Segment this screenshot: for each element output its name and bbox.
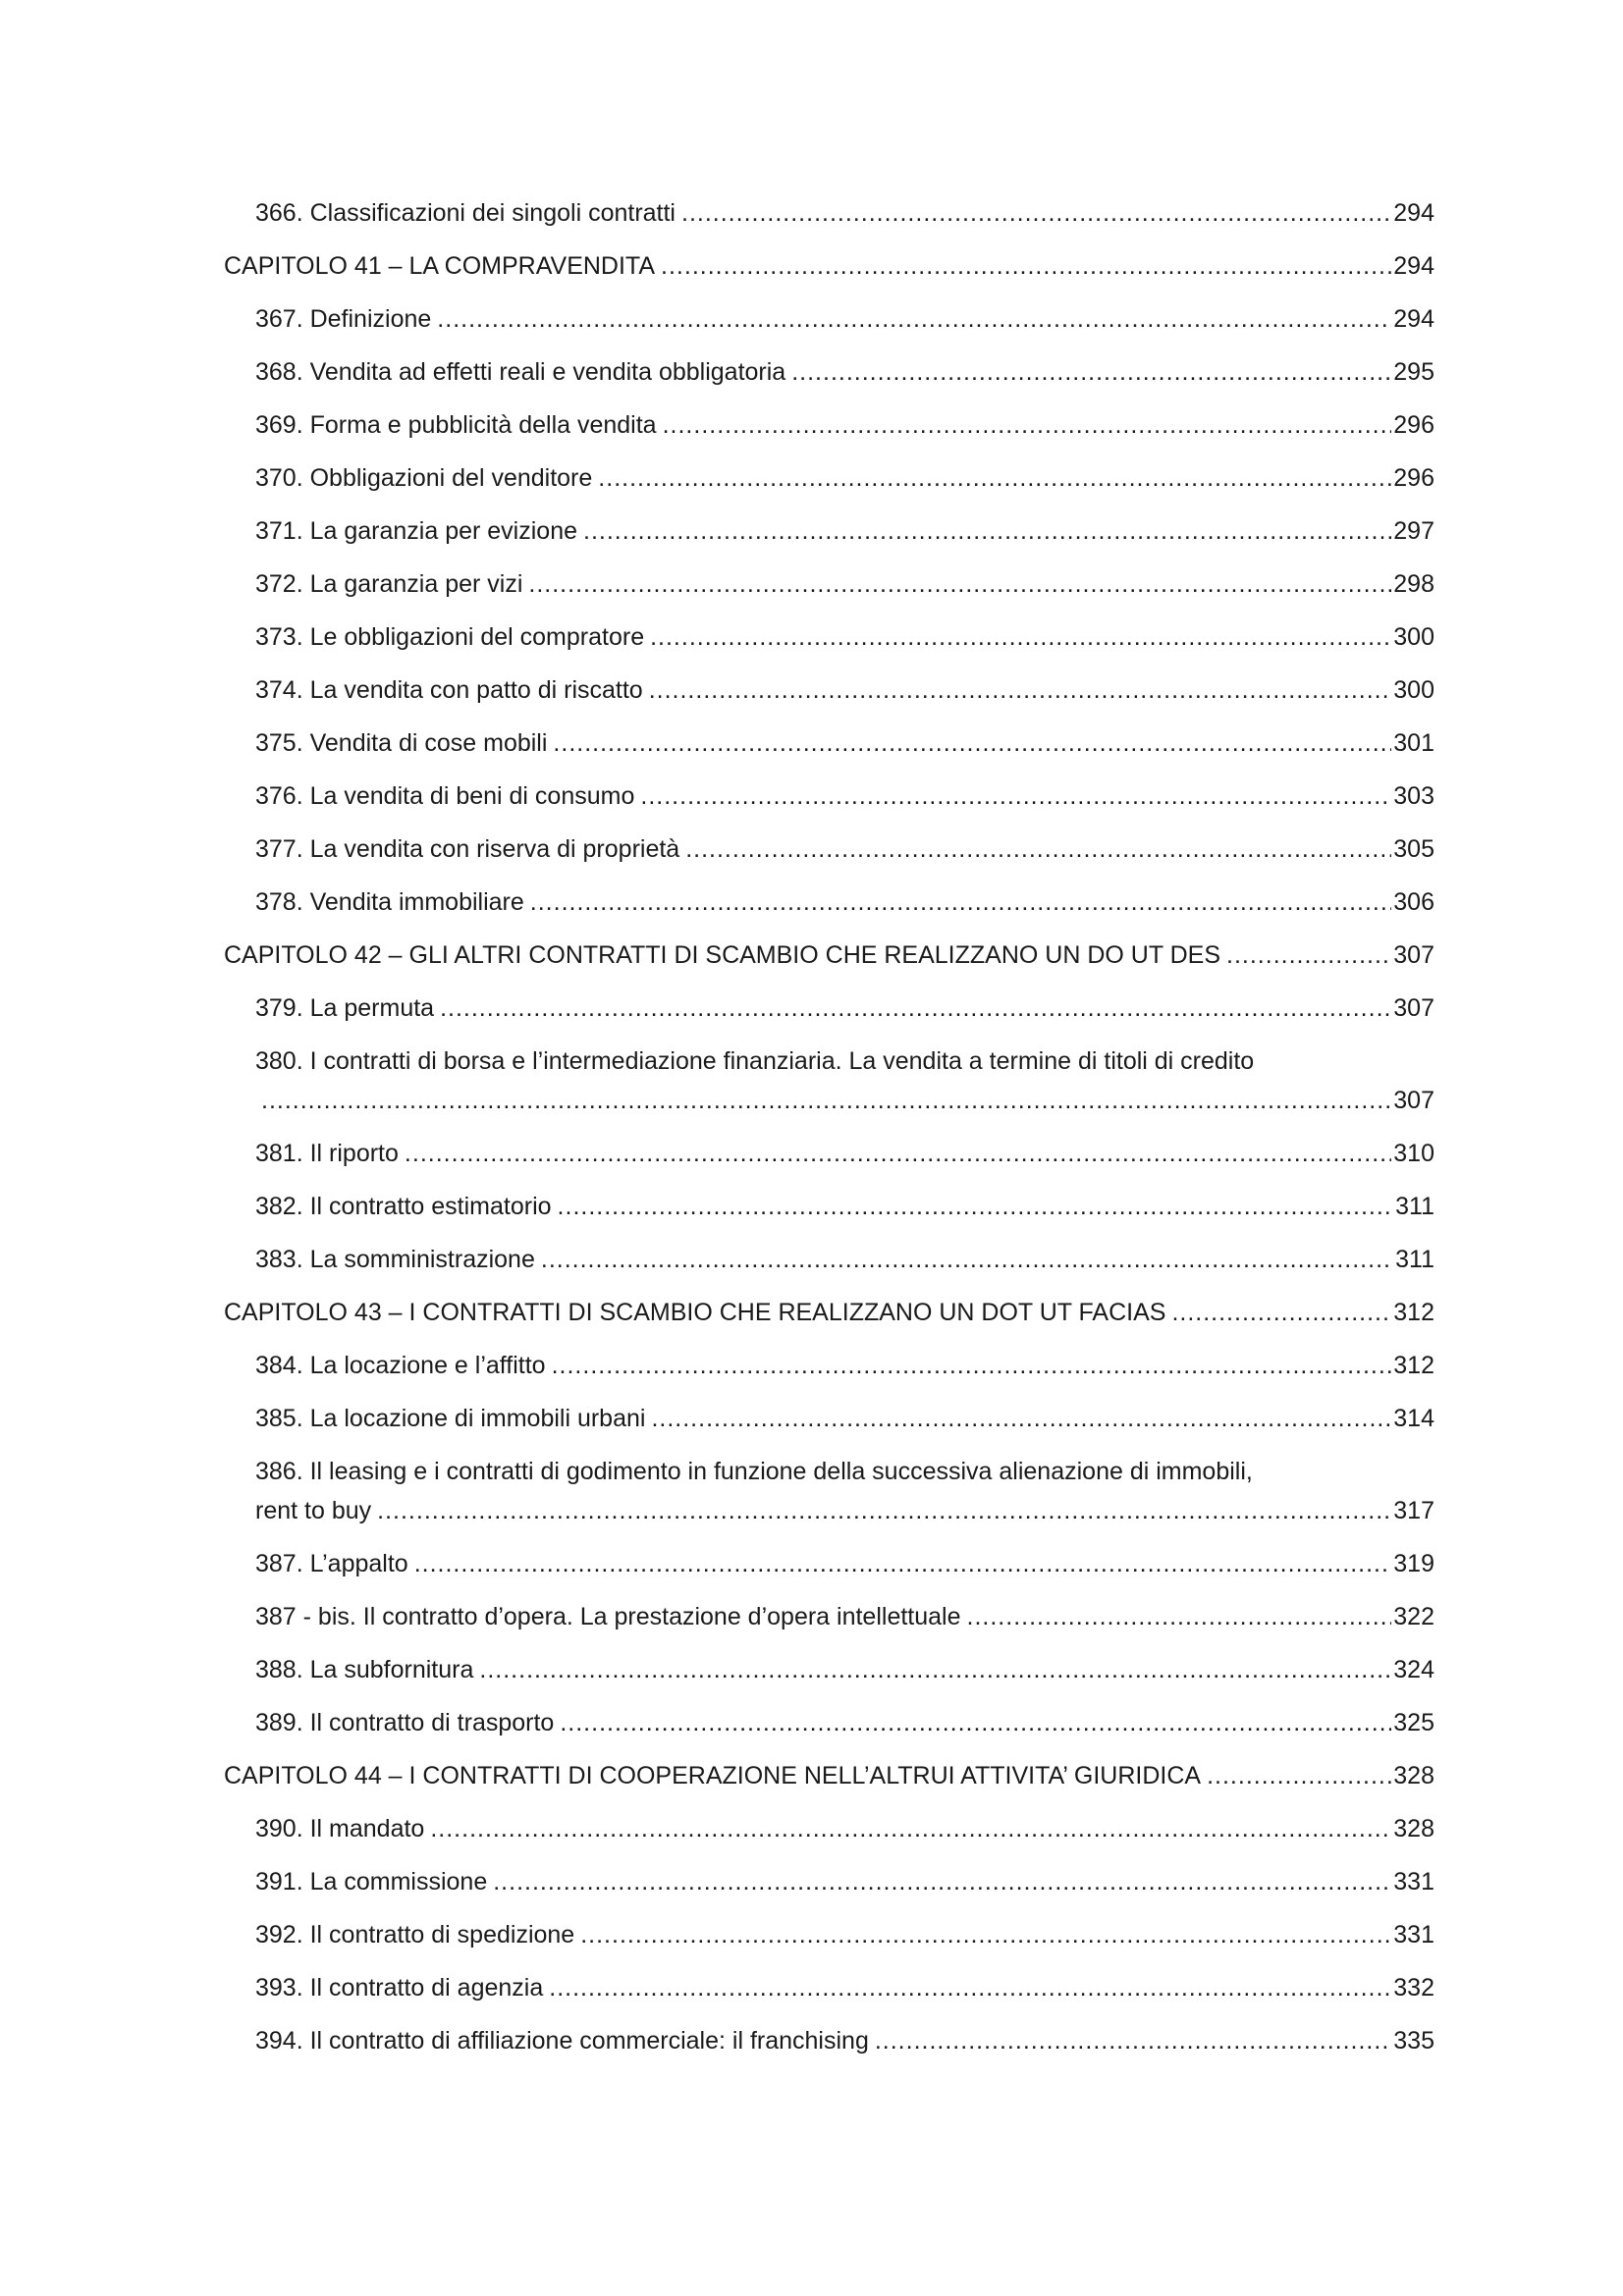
toc-section-entry	[224, 1703, 1434, 1742]
toc-entry-row	[255, 1862, 1434, 1901]
toc-entry-row	[255, 723, 1434, 763]
toc-chapter-entry	[224, 1293, 1434, 1332]
toc-entry-page-number: 307	[1393, 994, 1434, 1022]
toc-entry-title: 377. La vendita con riserva di proprietà	[255, 835, 680, 863]
toc-entry-row	[255, 1968, 1434, 2007]
toc-entry-title: 394. Il contratto di affiliazione commerciale: il franchising	[255, 2027, 869, 2055]
toc-entry-row	[255, 1650, 1434, 1689]
toc-entry-title: 374. La vendita con patto di riscatto	[255, 676, 643, 704]
toc-section-entry	[224, 405, 1434, 445]
toc-chapter-entry	[224, 246, 1434, 286]
toc-entry-page-number: 307	[1393, 941, 1434, 969]
toc-entry-page-number: 331	[1393, 1921, 1434, 1949]
toc-entry-page-number: 324	[1393, 1656, 1434, 1683]
toc-section-entry	[224, 1809, 1434, 1848]
toc-entry-page-number: 294	[1393, 305, 1434, 333]
toc-entry-page-number: 295	[1393, 358, 1434, 386]
dot-leader	[553, 723, 1391, 763]
toc-entry-row	[255, 670, 1434, 710]
dot-leader	[552, 1346, 1392, 1385]
toc-entry-page-number: 301	[1393, 729, 1434, 757]
toc-entry-page-number: 312	[1393, 1352, 1434, 1379]
dot-leader	[1207, 1756, 1391, 1795]
toc-entry-row	[255, 988, 1434, 1028]
toc-section-entry	[224, 1187, 1434, 1226]
toc-section-entry	[224, 1240, 1434, 1279]
toc-entry-title: 370. Obbligazioni del venditore	[255, 464, 593, 492]
toc-entry-page-number: 311	[1395, 1246, 1434, 1273]
toc-entry-title: 388. La subfornitura	[255, 1656, 474, 1683]
toc-entry-row	[255, 1703, 1434, 1742]
toc-entry-page-number: 297	[1393, 517, 1434, 545]
toc-entry-row	[224, 1756, 1434, 1795]
dot-leader	[493, 1862, 1391, 1901]
toc-entry-row	[255, 1491, 1434, 1530]
toc-entry-title: 390. Il mandato	[255, 1815, 425, 1842]
toc-section-entry	[224, 988, 1434, 1028]
toc-entry-title: 378. Vendita immobiliare	[255, 888, 524, 916]
dot-leader	[558, 1187, 1394, 1226]
toc-section-entry	[224, 1346, 1434, 1385]
toc-section-entry	[224, 2021, 1434, 2060]
toc-entry-page-number: 305	[1393, 835, 1434, 863]
toc-entry-page-number: 296	[1393, 411, 1434, 439]
toc-entry-page-number: 319	[1393, 1550, 1434, 1577]
toc-section-entry	[224, 882, 1434, 922]
toc-entry-page-number: 294	[1393, 252, 1434, 280]
toc-entry-page-number: 300	[1393, 623, 1434, 651]
toc-entry-row	[255, 299, 1434, 339]
toc-entry-page-number: 298	[1393, 570, 1434, 598]
toc-section-entry	[224, 1134, 1434, 1173]
toc-section-entry	[224, 193, 1434, 233]
dot-leader	[651, 1399, 1391, 1438]
toc-section-entry	[224, 1041, 1434, 1120]
toc-entry-title: 382. Il contratto estimatorio	[255, 1193, 552, 1220]
toc-entry-title: 373. Le obbligazioni del compratore	[255, 623, 645, 651]
toc-entry-page-number: 311	[1395, 1193, 1434, 1220]
toc-entry-page-number: 328	[1393, 1762, 1434, 1789]
toc-entry-row	[224, 935, 1434, 975]
dot-leader	[414, 1544, 1392, 1583]
toc-entry-title: 366. Classificazioni dei singoli contratti	[255, 199, 676, 227]
toc-entry-row	[255, 1544, 1434, 1583]
toc-entry-page-number: 325	[1393, 1709, 1434, 1736]
toc-entry-row	[255, 352, 1434, 392]
toc-section-entry	[224, 1452, 1434, 1530]
dot-leader	[967, 1597, 1392, 1636]
toc-section-entry	[224, 617, 1434, 657]
toc-entry-title-line1: 380. I contratti di borsa e l’intermediazione finanziaria. La vendita a termine di titoli di credito	[255, 1047, 1255, 1075]
dot-leader	[681, 193, 1391, 233]
toc-entry-row	[255, 405, 1434, 445]
toc-entry-title: 389. Il contratto di trasporto	[255, 1709, 555, 1736]
toc-entry-page-number: 317	[1393, 1497, 1434, 1524]
toc-entry-row	[255, 2021, 1434, 2060]
toc-entry-row	[255, 1240, 1434, 1279]
dot-leader	[661, 246, 1391, 286]
toc-entry-page-number: 314	[1393, 1405, 1434, 1432]
toc-entry-page-number: 335	[1393, 2027, 1434, 2055]
toc-section-entry	[224, 299, 1434, 339]
dot-leader	[261, 1081, 1391, 1120]
toc-entry-row	[255, 1081, 1434, 1120]
toc-entry-title: 383. La somministrazione	[255, 1246, 535, 1273]
dot-leader	[440, 988, 1391, 1028]
toc-entry-row	[255, 1915, 1434, 1954]
toc-entry-title: 381. Il riporto	[255, 1140, 399, 1167]
dot-leader	[791, 352, 1391, 392]
toc-entry-page-number: 307	[1393, 1087, 1434, 1114]
toc-entry-title: 393. Il contratto di agenzia	[255, 1974, 544, 2002]
dot-leader	[430, 1809, 1391, 1848]
toc-entry-title: 392. Il contratto di spedizione	[255, 1921, 575, 1949]
toc-entry-title: CAPITOLO 42 – GLI ALTRI CONTRATTI DI SCAMBIO CHE REALIZZANO UN DO UT DES	[224, 941, 1221, 969]
toc-entry-row	[255, 1187, 1434, 1226]
toc-entry-title: 372. La garanzia per vizi	[255, 570, 523, 598]
toc-entry-title: CAPITOLO 43 – I CONTRATTI DI SCAMBIO CHE REALIZZANO UN DOT UT FACIAS	[224, 1299, 1166, 1326]
dot-leader	[479, 1650, 1391, 1689]
toc-entry-row	[224, 1293, 1434, 1332]
toc-section-entry	[224, 1399, 1434, 1438]
toc-section-entry	[224, 352, 1434, 392]
dot-leader	[583, 511, 1391, 551]
toc-entry-row	[255, 1597, 1434, 1636]
toc-section-entry	[224, 458, 1434, 498]
toc-entry-title: CAPITOLO 41 – LA COMPRAVENDITA	[224, 252, 656, 280]
toc-section-entry	[224, 723, 1434, 763]
toc-entry-row	[255, 458, 1434, 498]
toc-section-entry	[224, 776, 1434, 816]
dot-leader	[541, 1240, 1393, 1279]
toc-entry-row	[255, 617, 1434, 657]
toc-entry-page-number: 296	[1393, 464, 1434, 492]
toc-entry-row	[255, 1399, 1434, 1438]
toc-entry-title: 371. La garanzia per evizione	[255, 517, 578, 545]
toc-entry-page-number: 328	[1393, 1815, 1434, 1842]
dot-leader	[1171, 1293, 1391, 1332]
dot-leader	[640, 776, 1391, 816]
dot-leader	[663, 405, 1392, 445]
toc-entry-title: 369. Forma e pubblicità della vendita	[255, 411, 657, 439]
toc-section-entry	[224, 1650, 1434, 1689]
toc-section-entry	[224, 564, 1434, 604]
dot-leader	[560, 1703, 1391, 1742]
toc-section-entry	[224, 511, 1434, 551]
dot-leader	[875, 2021, 1391, 2060]
toc-entry-page-number: 300	[1393, 676, 1434, 704]
table-of-contents	[224, 193, 1434, 2074]
toc-section-entry	[224, 1862, 1434, 1901]
toc-entry-title: rent to buy	[255, 1497, 372, 1524]
toc-entry-title: 391. La commissione	[255, 1868, 488, 1896]
toc-section-entry	[224, 1597, 1434, 1636]
toc-entry-page-number: 312	[1393, 1299, 1434, 1326]
toc-chapter-entry	[224, 1756, 1434, 1795]
dot-leader	[528, 564, 1391, 604]
dot-leader	[437, 299, 1391, 339]
toc-section-entry	[224, 1968, 1434, 2007]
dot-leader	[1226, 935, 1391, 975]
toc-entry-row	[255, 193, 1434, 233]
toc-entry-title: 385. La locazione di immobili urbani	[255, 1405, 646, 1432]
toc-section-entry	[224, 829, 1434, 869]
toc-entry-row	[255, 1809, 1434, 1848]
dot-leader	[598, 458, 1391, 498]
toc-entry-title: 367. Definizione	[255, 305, 432, 333]
toc-entry-page-number: 332	[1393, 1974, 1434, 2002]
toc-entry-page-number: 294	[1393, 199, 1434, 227]
toc-entry-row	[255, 511, 1434, 551]
toc-entry-title: 384. La locazione e l’affitto	[255, 1352, 546, 1379]
toc-entry-page-number: 331	[1393, 1868, 1434, 1896]
dot-leader	[685, 829, 1391, 869]
toc-section-entry	[224, 1544, 1434, 1583]
toc-entry-title: CAPITOLO 44 – I CONTRATTI DI COOPERAZIONE NELL’ALTRUI ATTIVITA’ GIURIDICA	[224, 1762, 1202, 1789]
toc-entry-page-number: 303	[1393, 782, 1434, 810]
dot-leader	[405, 1134, 1391, 1173]
toc-entry-row	[255, 776, 1434, 816]
toc-entry-row	[255, 564, 1434, 604]
toc-entry-row	[224, 246, 1434, 286]
toc-entry-page-number: 306	[1393, 888, 1434, 916]
toc-entry-row	[255, 1346, 1434, 1385]
toc-entry-title: 368. Vendita ad effetti reali e vendita obbligatoria	[255, 358, 786, 386]
toc-section-entry	[224, 670, 1434, 710]
dot-leader	[580, 1915, 1391, 1954]
toc-entry-title: 375. Vendita di cose mobili	[255, 729, 548, 757]
dot-leader	[530, 882, 1392, 922]
dot-leader	[549, 1968, 1391, 2007]
toc-entry-row	[255, 829, 1434, 869]
toc-entry-title: 387. L’appalto	[255, 1550, 408, 1577]
dot-leader	[649, 670, 1392, 710]
toc-entry-title: 379. La permuta	[255, 994, 435, 1022]
toc-entry-title-line1: 386. Il leasing e i contratti di godimento in funzione della successiva alienazione di immobili,	[255, 1458, 1253, 1485]
toc-entry-page-number: 322	[1393, 1603, 1434, 1630]
dot-leader	[650, 617, 1391, 657]
toc-entry-row	[255, 1134, 1434, 1173]
toc-chapter-entry	[224, 935, 1434, 975]
toc-section-entry	[224, 1915, 1434, 1954]
toc-entry-title: 376. La vendita di beni di consumo	[255, 782, 635, 810]
dot-leader	[377, 1491, 1391, 1530]
toc-entry-title: 387 - bis. Il contratto d’opera. La prestazione d’opera intellettuale	[255, 1603, 961, 1630]
toc-entry-page-number: 310	[1393, 1140, 1434, 1167]
toc-entry-row	[255, 882, 1434, 922]
